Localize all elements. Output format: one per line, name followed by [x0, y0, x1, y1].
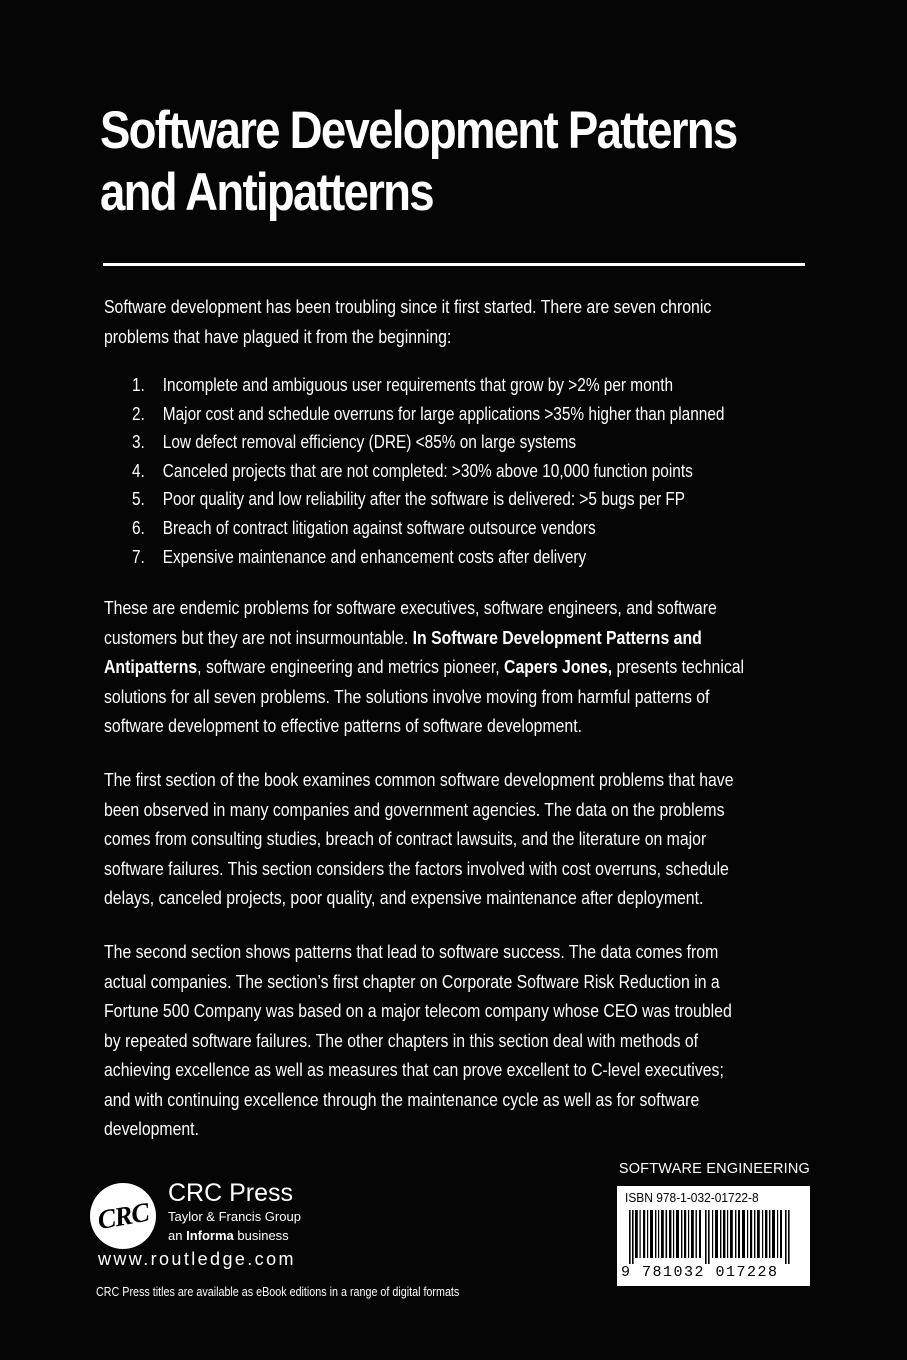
list-text: Poor quality and low reliability after the software is delivered: >5 bugs per FP: [162, 489, 686, 510]
intro-line-2: problems that have plagued it from the beginning:: [104, 325, 452, 347]
title-line-2: and Antipatterns: [100, 163, 433, 222]
list-item: [132, 428, 782, 457]
list-text: Major cost and schedule overruns for large applications >35% higher than planned: [162, 403, 725, 424]
list-number: 3.: [132, 432, 145, 453]
list-number: 4.: [132, 460, 145, 481]
para4-line: actual companies. The section’s first chapter on Corporate Software Risk Reduction in a: [104, 970, 720, 992]
author-name: Capers Jones,: [504, 656, 613, 677]
list-number: 2.: [132, 403, 145, 424]
para2-line: solutions for all seven problems. The solutions involve moving from harmful patterns of: [104, 685, 710, 707]
list-number: 6.: [132, 517, 145, 538]
title-divider: [103, 263, 805, 266]
informa-name: Informa: [186, 1228, 234, 1243]
para4-line: and with continuing excellence through the maintenance cycle as well as for software: [104, 1088, 700, 1110]
para2-line: These are endemic problems for software executives, software engineers, and software: [104, 597, 717, 618]
list-item: [132, 457, 782, 486]
list-text: Canceled projects that are not completed: >30% above 10,000 function points: [162, 460, 693, 481]
crc-logo: [90, 1183, 156, 1249]
category-label: SOFTWARE ENGINEERING: [618, 1161, 810, 1177]
book-title: [100, 100, 822, 224]
intro-line-1: Software development has been troubling since it first started. There are seven chronic: [104, 296, 712, 317]
list-item: [132, 543, 782, 572]
list-number: 7.: [132, 546, 145, 567]
para4-line: The second section shows patterns that lead to software success. The data comes from: [104, 941, 719, 962]
second-section-paragraph: [104, 937, 805, 1144]
para2-text: , software engineering and metrics pioneer,: [197, 656, 505, 677]
para4-line: by repeated software failures. The other chapters in this section deal with methods of: [104, 1029, 699, 1051]
title-line-1: Software Development Patterns: [100, 101, 737, 160]
business-text: business: [233, 1228, 289, 1243]
list-item: [132, 485, 782, 514]
first-section-paragraph: [104, 765, 805, 913]
barcode-icon: [625, 1210, 802, 1264]
para3-line: delays, canceled projects, poor quality, and expensive maintenance after deployment.: [104, 887, 704, 908]
list-number: 1.: [132, 375, 145, 395]
publisher-business: [168, 1228, 289, 1243]
para4-line: Fortune 500 Company was based on a major telecom company whose CEO was troubled: [104, 1000, 732, 1021]
list-number: 5.: [132, 489, 145, 510]
para2-text: presents technical: [612, 656, 745, 677]
publisher-name: CRC Press: [168, 1179, 294, 1207]
book-title-emphasis: Antipatterns: [104, 656, 198, 677]
para3-line: The first section of the book examines common software development problems that have: [104, 769, 734, 790]
problems-list: [132, 371, 782, 571]
list-text: Breach of contract litigation against software outsource vendors: [162, 517, 596, 538]
para2-text: customers but they are not insurmountable.: [104, 626, 413, 648]
para3-line: comes from consulting studies, breach of contract lawsuits, and the literature on major: [104, 828, 707, 849]
description-paragraph: [104, 593, 805, 741]
para3-line: software failures. This section considers the factors involved with cost overruns, schedule: [104, 857, 729, 879]
para4-line: achieving excellence as well as measures that can prove excellent to C-level executives;: [104, 1059, 724, 1080]
isbn-label: ISBN 978-1-032-01722-8: [625, 1190, 759, 1205]
list-item: [132, 514, 782, 543]
para2-line: [104, 623, 805, 653]
list-item: [132, 371, 782, 400]
para2-line: software development to effective patterns of software development.: [104, 715, 583, 736]
list-text: Low defect removal efficiency (DRE) <85% on large systems: [162, 432, 577, 453]
para4-line: development.: [104, 1118, 199, 1139]
book-title-emphasis: In Software Development Patterns and: [412, 626, 702, 648]
para3-line: been observed in many companies and government agencies. The data on the problems: [104, 798, 725, 820]
list-item: [132, 400, 782, 429]
barcode-digits: 9 781032 017228: [621, 1264, 779, 1281]
list-text: Expensive maintenance and enhancement costs after delivery: [162, 546, 587, 567]
ebook-footnote: CRC Press titles are available as eBook editions in a range of digital formats: [96, 1285, 460, 1299]
publisher-group: Taylor & Francis Group: [168, 1209, 301, 1224]
list-text: Incomplete and ambiguous user requirements that grow by >2% per month: [162, 375, 674, 395]
isbn-barcode: [617, 1186, 810, 1286]
business-text: an: [168, 1228, 187, 1243]
crc-logo-text: CRC: [95, 1196, 151, 1236]
para2-line: [104, 652, 805, 682]
intro-paragraph: [104, 292, 805, 351]
publisher-website: www.routledge.com: [98, 1249, 296, 1269]
